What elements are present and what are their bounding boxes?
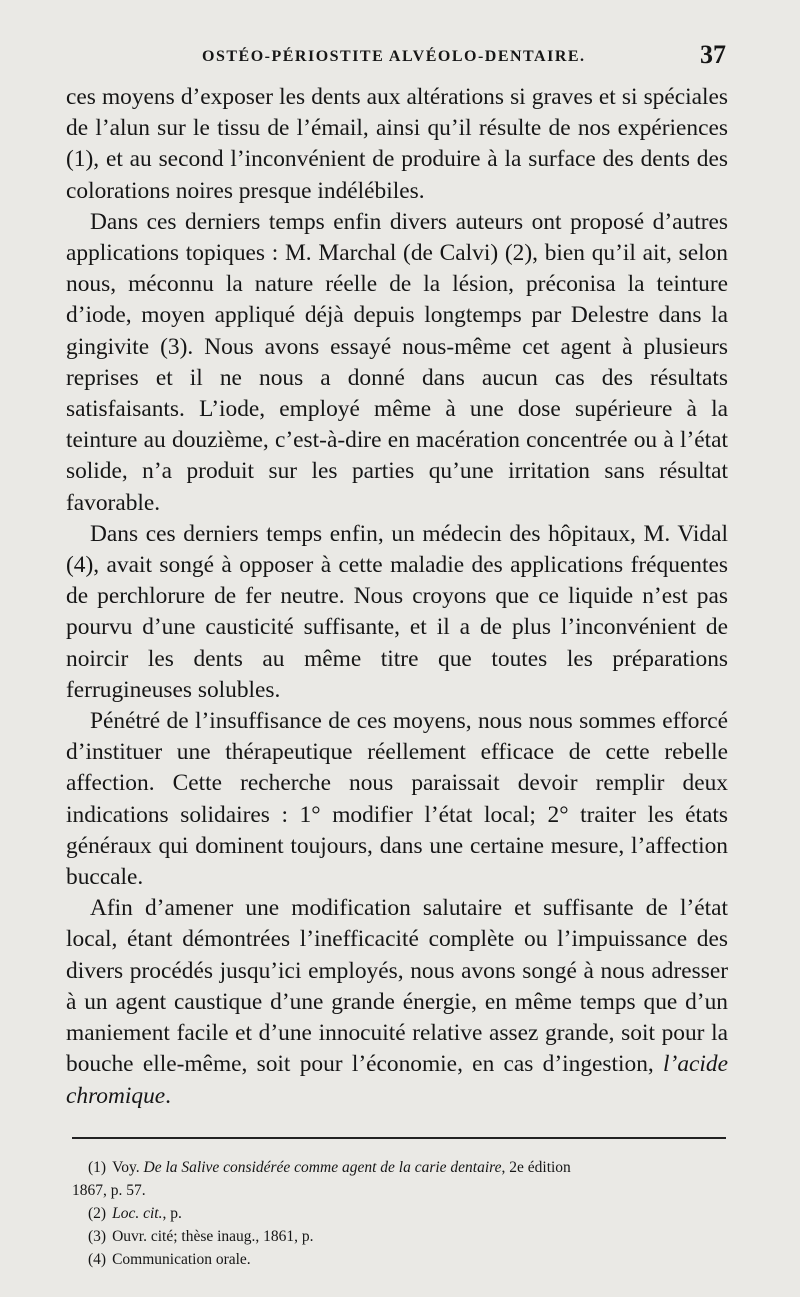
footnote-1 — [88, 1156, 728, 1179]
footnote-3-text: Ouvr. cité; thèse inaug., 1861, p. — [112, 1228, 314, 1245]
footnote-2 — [88, 1202, 728, 1225]
footnote-4 — [88, 1248, 728, 1271]
paragraph-3: Dans ces derniers temps enfin, un médecin des hôpitaux, M. Vidal (4), avait songé à opposer à cette maladie des applications fréquentes de perchlorure de fer neutre. Nous croyons que ce liquide n’est pas pourvu d’une causticité suffisante, et il a de plus l’inconvénient de noircir les dents au même titre que toutes les préparations ferrugineuses solubles. — [66, 520, 728, 703]
footnote-1-rest: , 2e édition — [501, 1159, 571, 1176]
paragraph-4: Pénétré de l’insuffisance de ces moyens, nous nous sommes efforcé d’instituer une thérapeutique réellement efficace de cette rebelle affection. Cette recherche nous paraissait devoir remplir deux indications solidaires : 1° modifier l’état local; 2° traiter les états généraux qui dominent toujours, dans une certaine mesure, l’affection buccale. — [66, 708, 728, 891]
footnote-4-number: (4) — [88, 1251, 107, 1268]
footnote-3 — [88, 1225, 728, 1248]
footnote-2-number: (2) — [88, 1205, 107, 1222]
footnote-1-number: (1) — [88, 1159, 107, 1176]
footnote-1-title: De la Salive considérée comme agent de la carie dentaire — [143, 1159, 502, 1176]
page-number: 37 — [700, 40, 726, 69]
footnote-4-text: Communication orale. — [112, 1251, 251, 1268]
footnote-2-italic: Loc. cit. — [112, 1205, 163, 1222]
paragraph-5-text: Afin d’amener une modification salutaire et suffisante de l’état local, étant démontrées l’inefficacité complète ou l’impuissance des divers procédés jusqu’ici employés, nous avons songé à nous adresser à un agent caustique d’une grande énergie, en même temps que d’un maniement facile et d’une innocuité relative assez grande, soit pour la bouche elle-même, soit pour l’économie, en cas d’ingestion, — [66, 895, 728, 1078]
page-header — [66, 40, 726, 74]
footnotes — [72, 1156, 728, 1271]
footnote-rule — [72, 1137, 726, 1139]
paragraph-5 — [66, 893, 728, 1111]
paragraph-5-italic: l’acide chromique — [66, 1051, 728, 1109]
paragraph-1: ces moyens d’exposer les dents aux altérations si graves et si spéciales de l’alun sur le tissu de l’émail, ainsi qu’il résulte de nos expériences (1), et au second l’inconvénient de produire à la surface des dents des colorations noires presque indélébiles. — [66, 84, 728, 204]
running-head: OSTÉO-PÉRIOSTITE ALVÉOLO-DENTAIRE. — [202, 48, 586, 65]
footnote-3-number: (3) — [88, 1228, 107, 1245]
body-text — [66, 82, 728, 1112]
paragraph-5-end: . — [165, 1082, 172, 1109]
footnote-1-prefix: Voy. — [112, 1159, 144, 1176]
footnote-1-continuation: 1867, p. 57. — [72, 1182, 146, 1199]
paragraph-2: Dans ces derniers temps enfin divers auteurs ont proposé d’autres applications topiques : M. Marchal (de Calvi) (2), bien qu’il ait, selon nous, méconnu la nature réelle de la lésion, préconisa la teinture d’iode, moyen appliqué déjà depuis longtemps par Delestre dans la gingivite (3). Nous avons essayé nous-même cet agent à plusieurs reprises et il ne nous a donné dans aucun cas des résultats satisfaisants. L’iode, employé même à une dose supérieure à la teinture au douzième, c’est-à-dire en macération concentrée ou à l’état solide, n’a produit sur les parties qu’une irritation sans résultat favorable. — [66, 208, 728, 516]
footnote-2-rest: , p. — [162, 1205, 182, 1222]
